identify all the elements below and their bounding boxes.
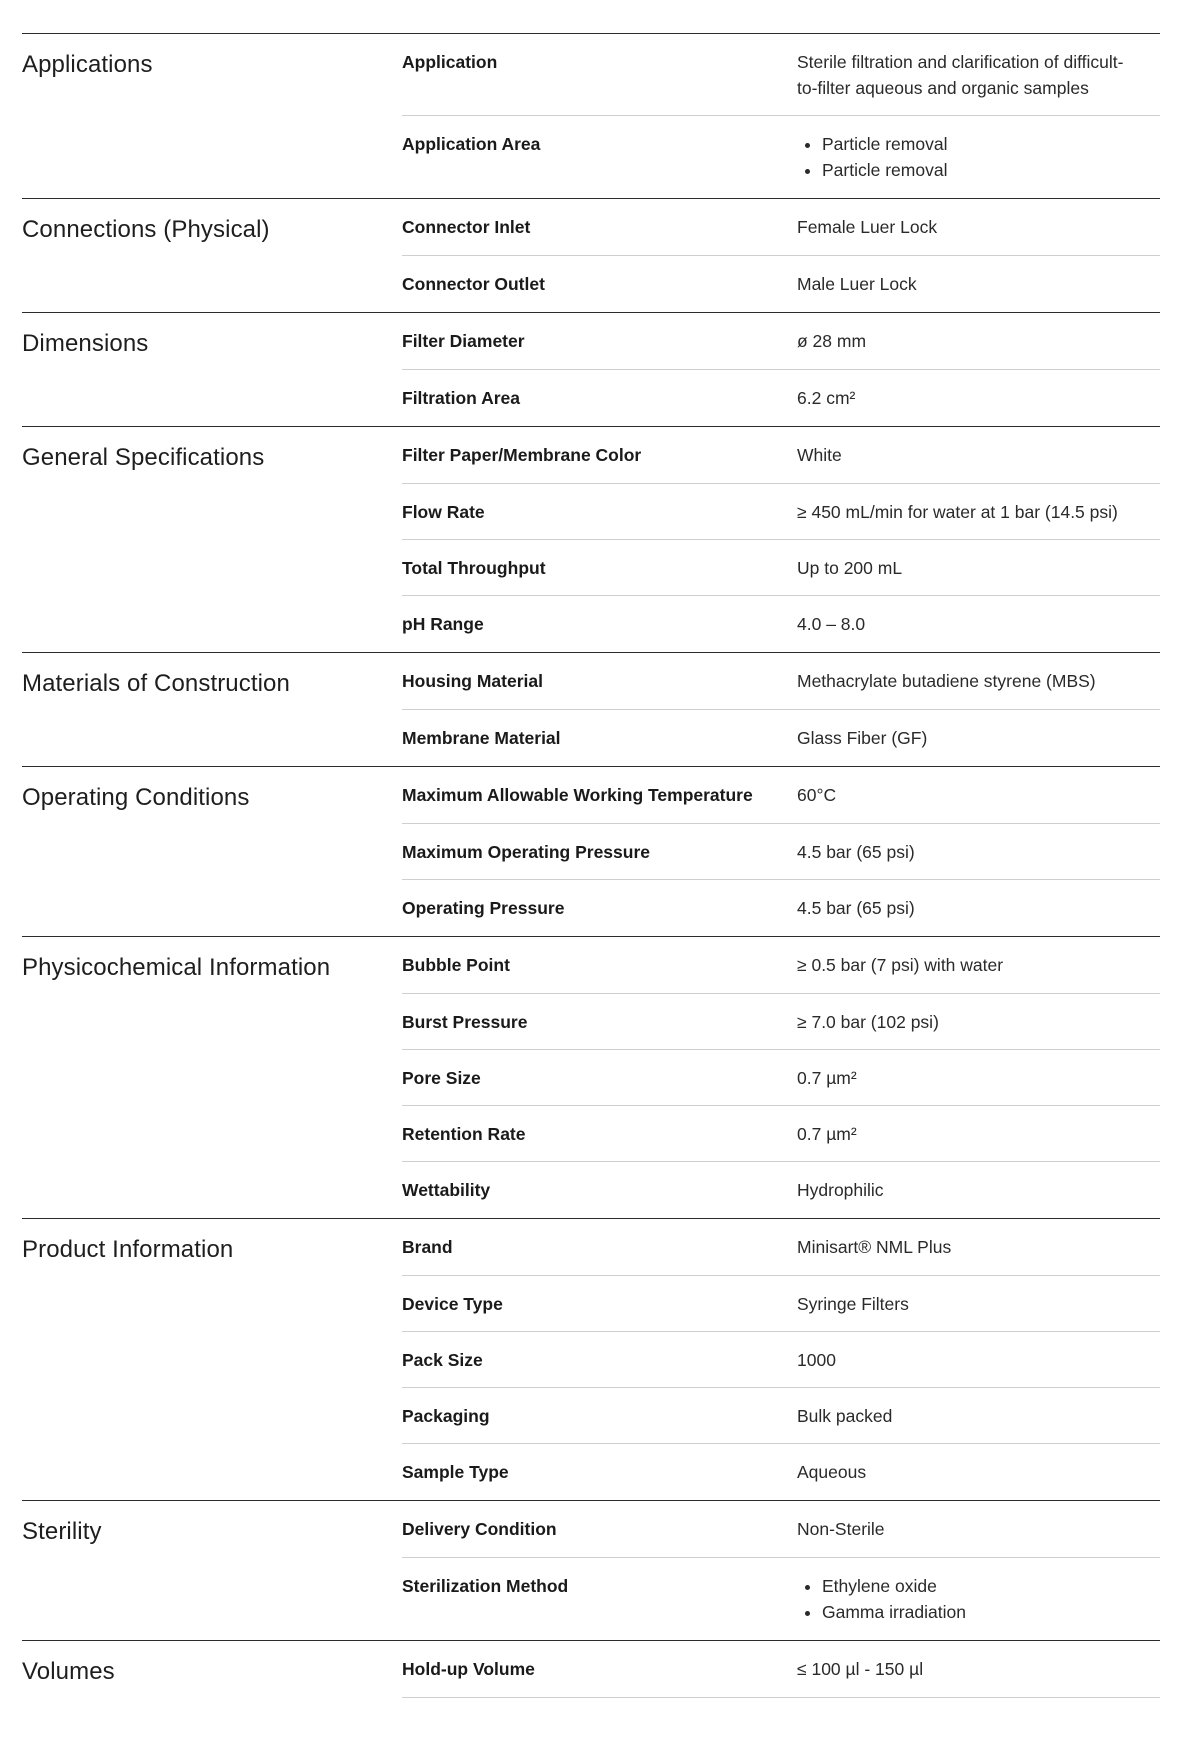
section-title: Sterility xyxy=(22,1518,102,1545)
section-title: General Specifications xyxy=(22,444,265,471)
spec-rows xyxy=(402,199,1160,312)
spec-row xyxy=(402,823,1160,879)
property-label: Retention Rate xyxy=(402,1124,526,1144)
spec-row xyxy=(402,1161,1160,1218)
property-value: White xyxy=(797,445,842,465)
property-label: Sample Type xyxy=(402,1462,509,1482)
spec-row xyxy=(402,595,1160,652)
property-value: 4.5 bar (65 psi) xyxy=(797,842,915,862)
spec-section xyxy=(22,312,1160,426)
spec-row xyxy=(402,1219,1160,1275)
property-label: Hold-up Volume xyxy=(402,1659,535,1679)
spec-section xyxy=(22,936,1160,1218)
property-label: Filtration Area xyxy=(402,388,520,408)
property-label: Burst Pressure xyxy=(402,1012,528,1032)
value-list-item: • Ethylene oxide xyxy=(822,1573,1160,1599)
spec-row xyxy=(402,1387,1160,1443)
property-value: ø 28 mm xyxy=(797,331,867,351)
spec-rows xyxy=(402,1501,1160,1640)
property-label: Operating Pressure xyxy=(402,898,565,918)
section-title: Operating Conditions xyxy=(22,784,250,811)
spec-section xyxy=(22,652,1160,766)
property-value: 0.7 µm² xyxy=(797,1068,857,1088)
property-value: Bulk packed xyxy=(797,1406,893,1426)
property-value: ≥ 7.0 bar (102 psi) xyxy=(797,1012,939,1032)
property-label: Packaging xyxy=(402,1406,490,1426)
value-list-item: • Gamma irradiation xyxy=(822,1599,1160,1625)
spec-section xyxy=(22,766,1160,936)
property-label: Pack Size xyxy=(402,1350,483,1370)
property-label: pH Range xyxy=(402,614,484,634)
property-label: Wettability xyxy=(402,1180,491,1200)
property-value: Aqueous xyxy=(797,1462,867,1482)
property-label: Application Area xyxy=(402,134,541,154)
spec-row xyxy=(402,199,1160,255)
spec-row xyxy=(402,1557,1160,1640)
spec-rows xyxy=(402,427,1160,652)
spec-row xyxy=(402,879,1160,936)
spec-rows xyxy=(402,34,1160,198)
section-title: Product Information xyxy=(22,1236,234,1263)
property-label: Brand xyxy=(402,1237,453,1257)
property-label: Flow Rate xyxy=(402,502,485,522)
property-label: Application xyxy=(402,52,498,72)
property-label: Membrane Material xyxy=(402,728,561,748)
property-label: Pore Size xyxy=(402,1068,481,1088)
spec-rows xyxy=(402,767,1160,936)
spec-row xyxy=(402,1641,1160,1698)
spec-row xyxy=(402,1443,1160,1500)
spec-row xyxy=(402,427,1160,483)
value-list-item: • Particle removal xyxy=(822,131,1160,157)
property-value: Minisart® NML Plus xyxy=(797,1237,952,1257)
spec-section xyxy=(22,198,1160,312)
property-label: Housing Material xyxy=(402,671,543,691)
property-value: 4.0 – 8.0 xyxy=(797,614,866,634)
spec-rows xyxy=(402,1219,1160,1500)
property-value: Methacrylate butadiene styrene (MBS) xyxy=(797,671,1096,691)
property-label: Filter Paper/Membrane Color xyxy=(402,445,642,465)
property-value: 1000 xyxy=(797,1350,836,1370)
property-value xyxy=(797,1573,1160,1625)
spec-row xyxy=(402,34,1160,115)
property-value: Hydrophilic xyxy=(797,1180,884,1200)
spec-rows xyxy=(402,1641,1160,1698)
property-value: Up to 200 mL xyxy=(797,558,903,578)
property-value: ≥ 450 mL/min for water at 1 bar (14.5 psi) xyxy=(797,502,1118,522)
property-label: Device Type xyxy=(402,1294,503,1314)
spec-row xyxy=(402,1501,1160,1557)
spec-section xyxy=(22,1500,1160,1640)
spec-row xyxy=(402,1049,1160,1105)
spec-row xyxy=(402,653,1160,709)
spec-row xyxy=(402,313,1160,369)
spec-row xyxy=(402,767,1160,823)
spec-row xyxy=(402,993,1160,1049)
spec-row xyxy=(402,1275,1160,1331)
property-label: Maximum Operating Pressure xyxy=(402,842,650,862)
spec-rows xyxy=(402,937,1160,1218)
property-label: Sterilization Method xyxy=(402,1576,569,1596)
property-value: 60°C xyxy=(797,785,837,805)
value-list xyxy=(797,131,1160,183)
property-value: ≤ 100 µl - 150 µl xyxy=(797,1659,924,1679)
section-title: Dimensions xyxy=(22,330,149,357)
spec-row xyxy=(402,1331,1160,1387)
spec-row xyxy=(402,1105,1160,1161)
property-value: 4.5 bar (65 psi) xyxy=(797,898,915,918)
spec-rows xyxy=(402,313,1160,426)
spec-rows xyxy=(402,653,1160,766)
property-value: Female Luer Lock xyxy=(797,217,938,237)
property-value: Sterile filtration and clarification of difficult- to-filter aqueous and organic samples xyxy=(797,52,1124,98)
section-title: Applications xyxy=(22,51,153,78)
property-label: Delivery Condition xyxy=(402,1519,557,1539)
spec-row xyxy=(402,255,1160,312)
spec-section xyxy=(22,426,1160,652)
property-label: Connector Outlet xyxy=(402,274,545,294)
specifications-table xyxy=(22,33,1160,1698)
property-value: Non-Sterile xyxy=(797,1519,885,1539)
property-value xyxy=(797,131,1160,183)
property-label: Total Throughput xyxy=(402,558,546,578)
value-list xyxy=(797,1573,1160,1625)
property-value: ≥ 0.5 bar (7 psi) with water xyxy=(797,955,1004,975)
property-value: Glass Fiber (GF) xyxy=(797,728,928,748)
section-title: Materials of Construction xyxy=(22,670,290,697)
property-label: Filter Diameter xyxy=(402,331,525,351)
property-label: Bubble Point xyxy=(402,955,510,975)
section-title: Physicochemical Information xyxy=(22,954,331,981)
section-title: Connections (Physical) xyxy=(22,216,270,243)
section-title: Volumes xyxy=(22,1658,115,1685)
spec-row xyxy=(402,369,1160,426)
spec-row xyxy=(402,937,1160,993)
spec-row xyxy=(402,709,1160,766)
property-value: 0.7 µm² xyxy=(797,1124,857,1144)
spec-section xyxy=(22,1640,1160,1698)
property-value: Male Luer Lock xyxy=(797,274,917,294)
property-label: Connector Inlet xyxy=(402,217,531,237)
spec-section xyxy=(22,1218,1160,1500)
spec-row xyxy=(402,539,1160,595)
spec-row xyxy=(402,115,1160,198)
property-value: Syringe Filters xyxy=(797,1294,909,1314)
value-list-item: • Particle removal xyxy=(822,157,1160,183)
spec-row xyxy=(402,483,1160,539)
property-label: Maximum Allowable Working Temperature xyxy=(402,785,753,805)
property-value: 6.2 cm² xyxy=(797,388,856,408)
spec-section xyxy=(22,33,1160,198)
